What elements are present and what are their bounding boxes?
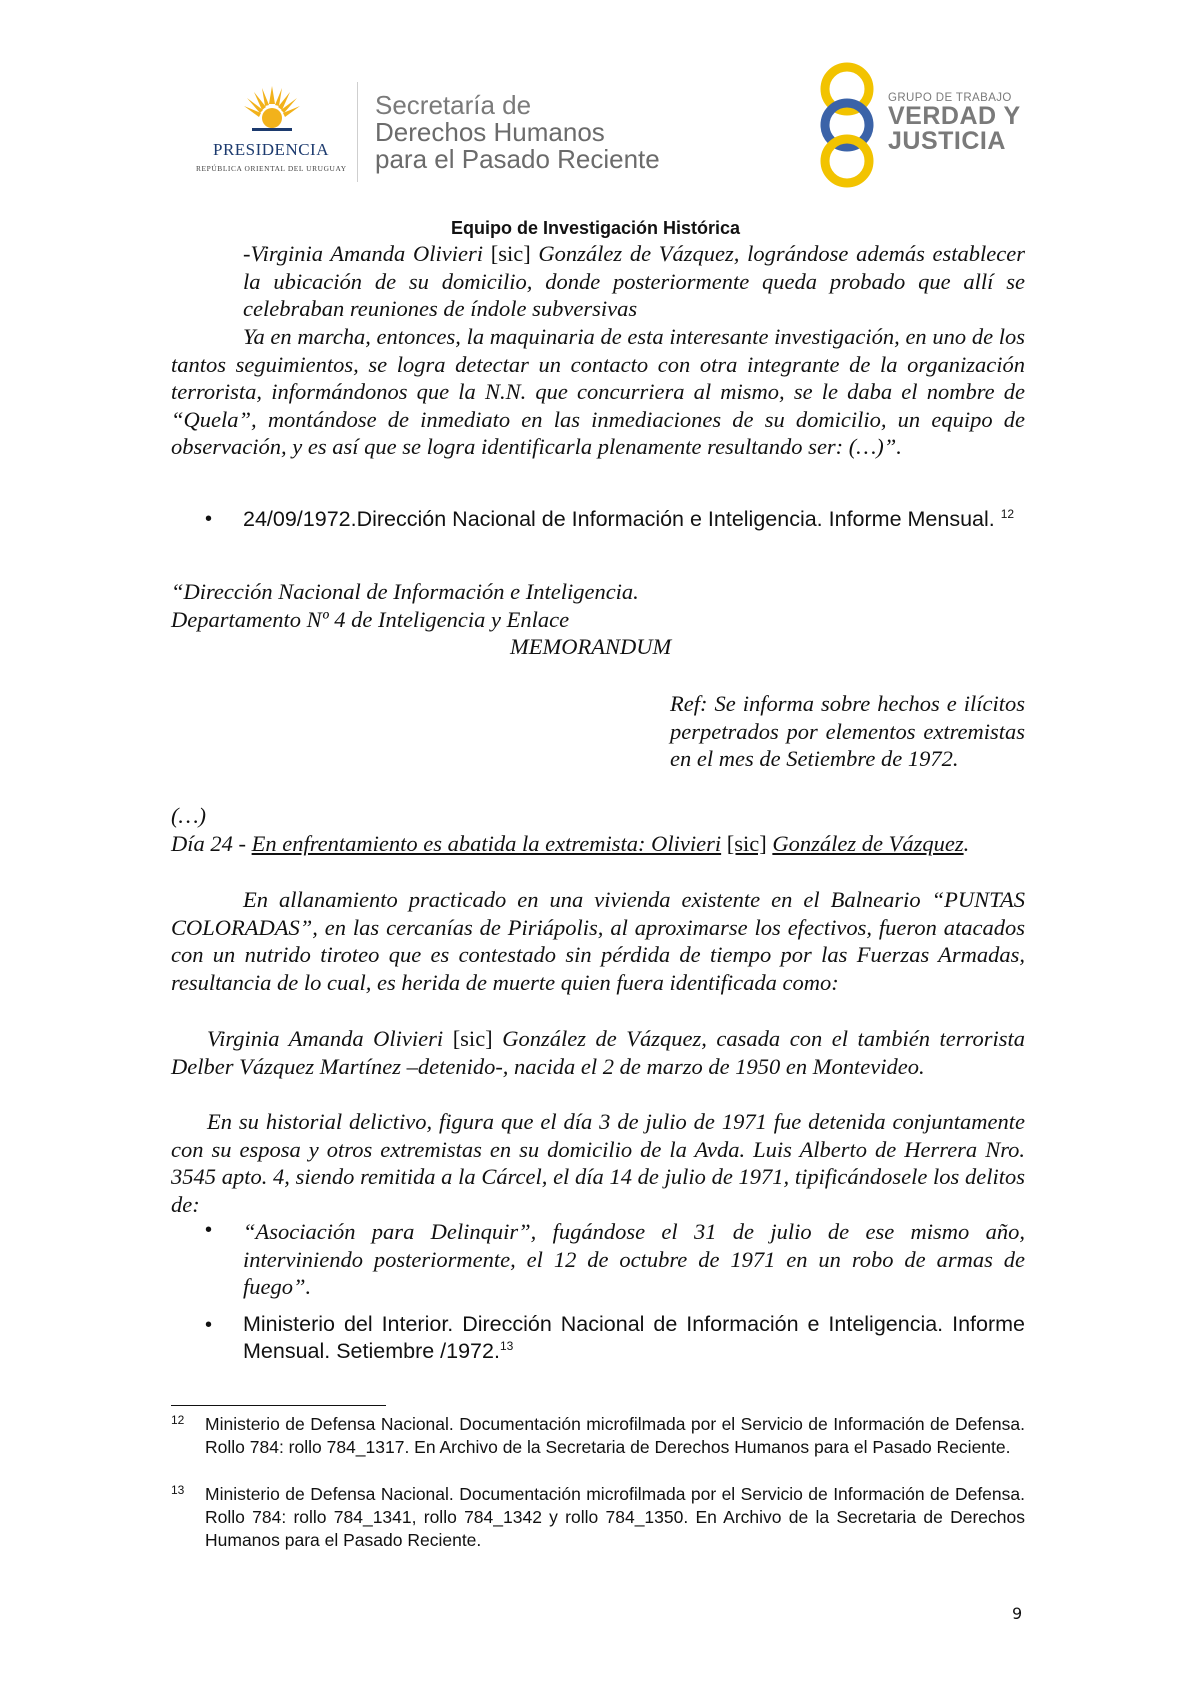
dia-prefix: Día 24 -: [171, 831, 252, 856]
bullet-marker: •: [205, 508, 213, 530]
paragraph-historial: En su historial delictivo, figura que el día 3 de julio de 1971 fue detenida conjuntamente con su esposa y otros extremistas en su domicilio de la Avda. Luis Alberto de Herrera Nro. 3545 apto. 4, siendo remitida a la Cárcel, el día 14 de julio de 1971, tipificándosele los delitos de:: [171, 1109, 1025, 1217]
presidencia-word: PRESIDENCIA: [212, 140, 329, 159]
footnote-ref-12: 12: [1000, 506, 1015, 521]
paragraph-virginia-intro: [243, 240, 1025, 323]
bullet-asociacion: “Asociación para Delinquir”, fugándose el 31 de julio de ese mismo año, interviniendo posteriormente, el 12 de octubre de 1971 en un robo de armas de fuego”.: [243, 1219, 1025, 1300]
memo-title: MEMORANDUM: [510, 634, 672, 659]
memo-line-2: Departamento Nº 4 de Inteligencia y Enlace: [171, 607, 570, 632]
paragraph-investigacion: Ya en marcha, entonces, la maquinaria de esta interesante investigación, en uno de los tantos seguimientos, se logra detectar un contacto con otra integrante de la organización terrorista, informándonos que la N.N. que concurriera al mismo, se le daba el nombre de “Quela”, montándose de inmediato en las inmediaciones de su domicilio, un equipo de observación, y es así que se logra identificarla plenamente resultando ser: (…)”.: [171, 324, 1025, 460]
sun-emblem-icon: [244, 84, 300, 140]
presidencia-logo: [196, 84, 346, 180]
footnote-13: Ministerio de Defensa Nacional. Documentación microfilmada por el Servicio de Información de Defensa. Rollo 784: rollo 784_1341, rollo 784_1342 y rollo 784_1350. En Archivo de la Secretaria de Derechos Humanos para el Pasado Reciente.: [205, 1484, 1025, 1550]
sic-mark: [sic]: [490, 241, 531, 266]
p1-text-a: -Virginia Amanda Olivieri: [243, 241, 491, 266]
grupo-trabajo-logo: [812, 62, 1032, 188]
paragraph-allanamiento: En allanamiento practicado en una vivienda existente en el Balneario “PUNTAS COLORADAS”, en las cercanías de Piriápolis, al aproximarse los efectivos, fueron atacados con un nutrido tiroteo que es contestado sin pérdida de tiempo por las Fuerzas Armadas, resultancia de lo cual, es herida de muerte quien fuera identificada como:: [171, 887, 1025, 995]
header-divider: [357, 82, 358, 182]
dia-24-entry: [171, 830, 1025, 858]
memo-line-1: “Dirección Nacional de Información e Inteligencia.: [171, 579, 639, 604]
bullet-3-text: Ministerio del Interior. Dirección Nacional de Información e Inteligencia. Informe Mensual. Setiembre /1972.: [243, 1312, 1025, 1363]
dia-end: .: [963, 831, 970, 856]
secretaria-line-3: para el Pasado Reciente: [375, 144, 660, 174]
presidencia-subtitle: REPÚBLICA ORIENTAL DEL URUGUAY: [196, 164, 347, 173]
page-number: 9: [1012, 1604, 1023, 1623]
p4-text-b: González de Vázquez, casada con el también terrorista Delber Vázquez Martínez –detenido-, nacida el 2 de marzo de 1950 en Montevideo.: [171, 1026, 1025, 1079]
dia-underlined-1: En enfrentamiento es abatida la extremista: Olivieri: [251, 831, 722, 856]
footnote-ref-13: 13: [499, 1338, 514, 1353]
bullet-informe-mensual: [243, 506, 1025, 533]
footnote-number-13: 13: [171, 1483, 185, 1497]
dia-sic: [sic]: [726, 831, 767, 856]
p1-text-b: González de Vázquez, lográndose además establecer la ubicación de su domicilio, donde posteriormente queda probado que allí se celebraban reuniones de índole subversivas: [243, 241, 1026, 322]
secretaria-title: [375, 92, 660, 173]
bullet-ministerio-interior: [243, 1311, 1025, 1365]
footnote-number-12: 12: [171, 1413, 185, 1427]
ellipsis: (…): [171, 803, 206, 828]
justicia-word: JUSTICIA: [888, 127, 1006, 155]
p4-text-a: Virginia Amanda Olivieri: [207, 1026, 453, 1051]
bullet-marker: •: [205, 1314, 213, 1336]
bullet-marker: •: [205, 1219, 213, 1241]
secretaria-line-2: Derechos Humanos: [375, 117, 605, 147]
footnote-12: Ministerio de Defensa Nacional. Documentación microfilmada por el Servicio de Información de Defensa. Rollo 784: rollo 784_1317. En Archivo de la Secretaria de Derechos Humanos para el Pasado Reciente.: [205, 1414, 1025, 1457]
p4-sic: [sic]: [452, 1026, 493, 1051]
footnote-separator: [171, 1405, 386, 1406]
verdad-y-word: VERDAD Y: [888, 102, 1021, 130]
team-heading: Equipo de Investigación Histórica: [450, 218, 741, 238]
linked-rings-icon: [812, 62, 882, 188]
memo-ref: Ref: Se informa sobre hechos e ilícitos perpetrados por elementos extremistas en el mes de Setiembre de 1972.: [670, 691, 1025, 772]
grupo-trabajo-small: GRUPO DE TRABAJO: [888, 92, 1012, 104]
bullet-1-text: 24/09/1972.Dirección Nacional de Información e Inteligencia. Informe Mensual.: [243, 507, 995, 531]
grupo-trabajo-text: [888, 92, 1021, 154]
paragraph-identificacion: [171, 1025, 1025, 1080]
dia-underlined-2: González de Vázquez: [772, 831, 964, 856]
secretaria-line-1: Secretaría de: [375, 90, 532, 120]
